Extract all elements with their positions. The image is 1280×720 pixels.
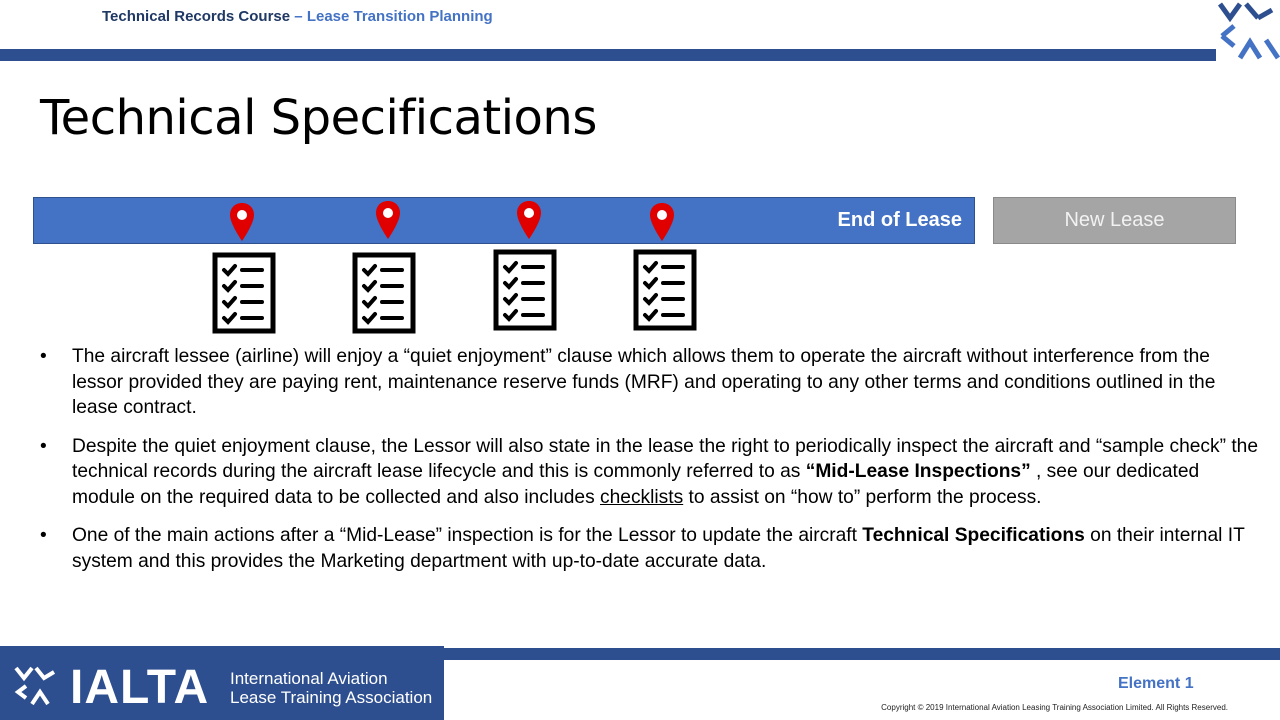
- bullet-text: on their internal IT system and this provides the Marketing department with up-to-date accurate data.: [72, 525, 1245, 572]
- checklist-icon: [493, 249, 557, 331]
- footer-org-line: International Aviation: [230, 669, 388, 688]
- ialta-logo-icon: [14, 664, 60, 706]
- checklist-icon: [212, 252, 276, 334]
- bullet-bold-text: Technical Specifications: [862, 525, 1085, 546]
- map-pin-icon: [229, 202, 255, 242]
- checklist-icon: [633, 249, 697, 331]
- map-pin-icon: [375, 200, 401, 240]
- checklist-icon: [352, 252, 416, 334]
- bullet-text: Despite the quiet enjoyment clause, the Lessor will also state in the lease the right to periodically inspect the aircraft and “sample check” the technical records during the aircraft lease lifecycle and this is commonly referred to as: [72, 435, 1258, 482]
- course-name: Technical Records Course: [102, 8, 291, 25]
- slide-title: Technical Specifications: [40, 90, 597, 146]
- end-of-lease-label: End of Lease: [837, 209, 962, 231]
- new-lease-box: New Lease: [993, 197, 1236, 244]
- module-name: Lease Transition Planning: [306, 8, 493, 25]
- header-rule: [0, 49, 1216, 61]
- course-title: [102, 8, 493, 25]
- checklists-link[interactable]: checklists: [600, 486, 684, 508]
- bullet-list: [40, 344, 1265, 587]
- timeline-bar: [33, 197, 975, 244]
- map-pin-icon: [649, 202, 675, 242]
- map-pin-icon: [516, 200, 542, 240]
- bullet-item: [40, 434, 1265, 511]
- ialta-logo-icon: [1216, 0, 1280, 62]
- copyright-notice: Copyright © 2019 International Aviation Leasing Training Association Limited. All Rights Reserved.: [881, 703, 1228, 712]
- bullet-text: to assist on “how to” perform the process.: [683, 486, 1042, 508]
- bullet-text: The aircraft lessee (airline) will enjoy a “quiet enjoyment” clause which allows them to operate the aircraft without interference from the lessor provided they are paying rent, maintenance reserve funds (MRF) and operating to any other terms and conditions outlined in the lease contract.: [72, 346, 1216, 418]
- footer-org-name: [230, 669, 432, 707]
- bullet-bold-text: “Mid-Lease Inspections”: [805, 461, 1031, 482]
- bullet-text: One of the main actions after a “Mid-Lease” inspection is for the Lessor to update the aircraft: [72, 525, 863, 546]
- footer-org-line: Lease Training Association: [230, 688, 433, 707]
- element-label: Element 1: [1118, 675, 1194, 692]
- bullet-item: [40, 523, 1265, 574]
- footer-brand-name: IALTA: [70, 661, 210, 714]
- footer-rule: [444, 648, 1280, 660]
- course-dash: –: [290, 8, 307, 25]
- bullet-text: , see our dedicated module on the required data to be collected and also includes: [72, 461, 1200, 508]
- bullet-item: [40, 344, 1265, 421]
